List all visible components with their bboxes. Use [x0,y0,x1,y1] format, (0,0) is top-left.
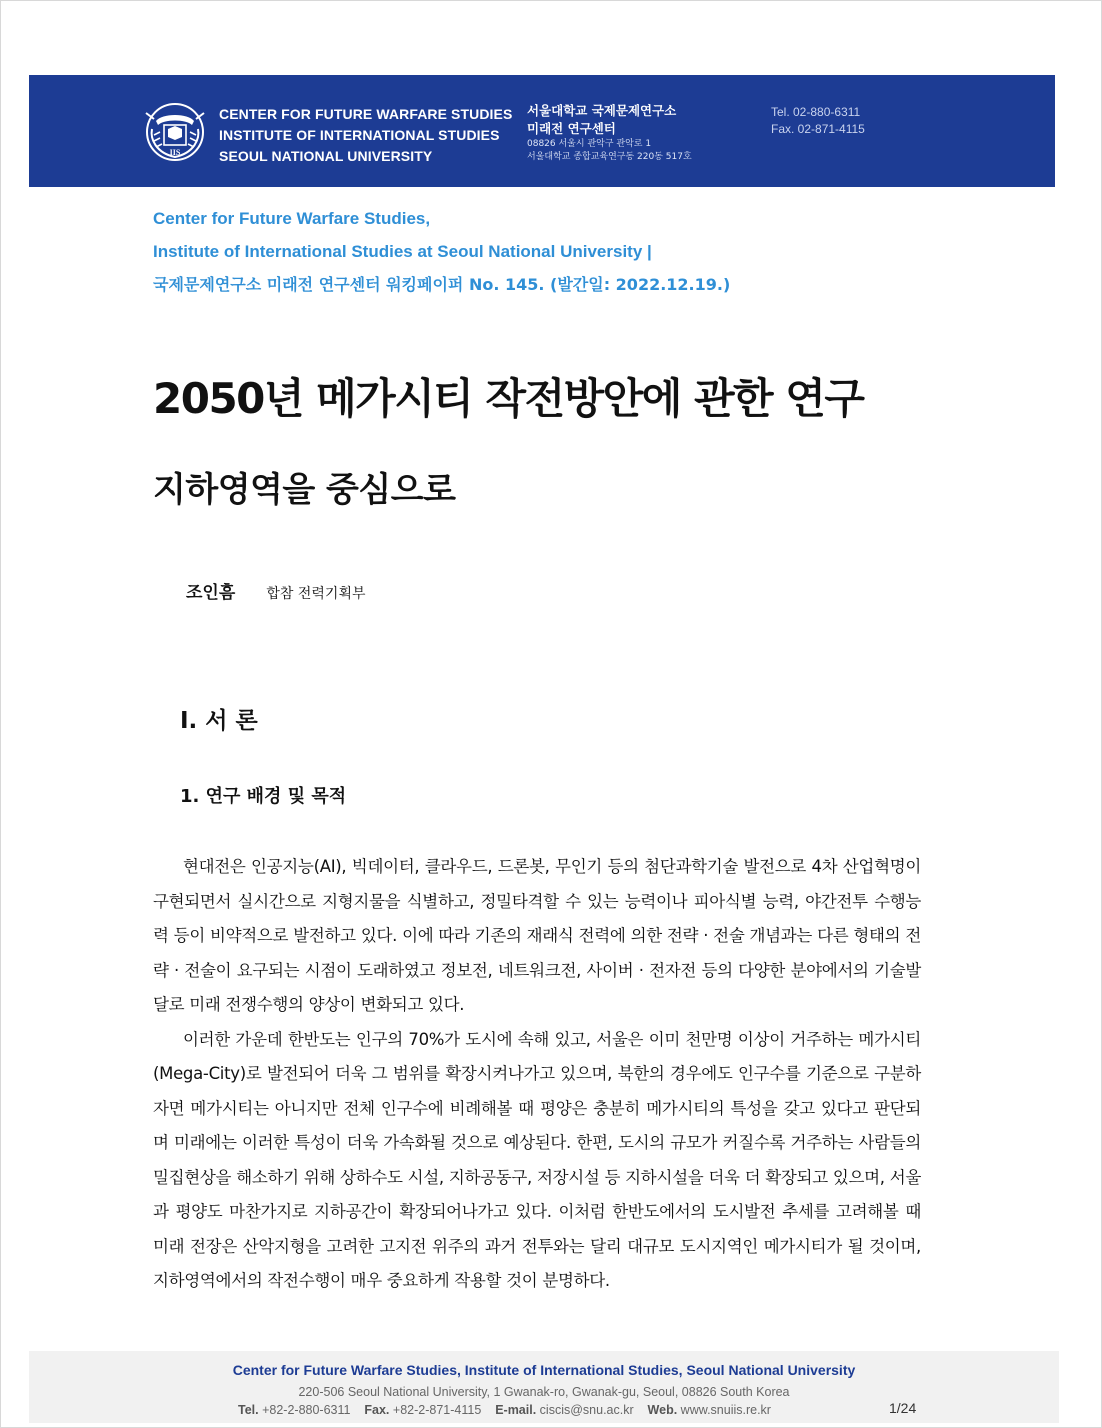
address-ko-line1: 08826 서울시 관악구 관악로 1 [527,139,652,149]
footer-fax: +82-2-871-4115 [392,1403,482,1417]
institute-name-en [219,104,512,167]
footer-web-label: Web. [647,1403,678,1417]
body-paragraph-2: 이러한 가운데 한반도는 인구의 70%가 도시에 속해 있고, 서울은 이미 천만명 이상이 거주하는 메가시티(Mega-City)로 발전되어 더욱 그 범위를 확장시켜나가고 있으며, 북한의 경우에도 인구수를 기준으로 구분하자면 메가시티는 아니지만 전체 인구수에 비례해볼 때 평양은 충분히 메가시티의 특성을 갖고 있다고 판단되며 미래에는 이러한 특성이 더욱 가속화될 것으로 예상된다. 한편, 도시의 규모가 커질수록 거주하는 사람들의 밀집현상을 해소하기 위해 상하수도 시설, 지하공동구, 저장시설 등 지하시설을 더욱 더 확장되고 있으며, 서울과 평양도 마찬가지로 지하공간이 확장되어나가고 있다. 이처럼 한반도에서의 도시발전 추세를 고려해볼 때 미래 전장은 산악지형을 고려한 고지전 위주의 과거 전투와는 달리 대규모 도시지역인 메가시티가 될 것이며, 지하영역에서의 작전수행이 매우 중요하게 작용할 것이 분명하다. [153,1029,921,1290]
institute-name-ko-line1: 서울대학교 국제문제연구소 [527,103,677,118]
header-fax: Fax. 02-871-4115 [771,122,865,136]
paper-subtitle: 지하영역을 중심으로 [153,470,456,510]
section-heading: Ⅰ. 서 론 [180,708,258,734]
institute-name-ko-line2: 미래전 연구센터 [527,121,616,136]
footer-email-label: E-mail. [495,1403,537,1417]
institute-name-en-line2: INSTITUTE OF INTERNATIONAL STUDIES [219,127,500,143]
series-info [153,202,730,301]
author-name: 조인흠 [186,583,236,603]
footer-fax-label: Fax. [364,1403,390,1417]
page-footer [29,1351,1059,1423]
header-band [29,75,1055,187]
institute-name-en-line3: SEOUL NATIONAL UNIVERSITY [219,148,433,164]
body-text [153,850,921,1299]
paper-title: 2050년 메가시티 작전방안에 관한 연구 [153,374,864,423]
header-tel: Tel. 02-880-6311 [771,105,861,119]
series-info-line3: 국제문제연구소 미래전 연구센터 워킹페이퍼 No. 145. (발간일: 2022.12.19.) [153,275,731,294]
author-line [186,578,366,603]
series-info-line2: Institute of International Studies at Seoul National University | [153,242,652,261]
subsection-heading: 1. 연구 배경 및 목적 [180,786,347,807]
footer-tel: +82-2-880-6311 [262,1403,351,1417]
header-contact [771,104,865,138]
emblem-label: IIS [169,148,181,157]
footer-web: www.snuiis.re.kr [680,1403,771,1417]
footer-title: Center for Future Warfare Studies, Institute of International Studies, Seoul National University [232,1362,856,1378]
address-ko-line2: 서울대학교 종합교육연구동 220동 517호 [527,152,692,162]
institute-name-ko [527,102,692,164]
author-affiliation: 합참 전력기획부 [266,586,366,602]
footer-email: ciscis@snu.ac.kr [539,1403,634,1417]
series-info-line1: Center for Future Warfare Studies, [153,209,431,228]
page-number: 1/24 [889,1400,917,1416]
footer-tel-label: Tel. [238,1403,259,1417]
snu-iis-emblem-icon [142,99,208,165]
institute-name-en-line1: CENTER FOR FUTURE WARFARE STUDIES [219,106,513,122]
footer-address: 220-506 Seoul National University, 1 Gwanak-ro, Gwanak-gu, Seoul, 08826 South Korea [298,1385,790,1399]
body-paragraph-1: 현대전은 인공지능(AI), 빅데이터, 클라우드, 드론봇, 무인기 등의 첨단과학기술 발전으로 4차 산업혁명이 구현되면서 실시간으로 지형지물을 식별하고, 정밀타격할 수 있는 능력이나 피아식별 능력, 야간전투 수행능력 등이 비약적으로 발전하고 있다. 이에 따라 기존의 재래식 전력에 의한 전략 · 전술 개념과는 다른 형태의 전략 · 전술이 요구되는 시점이 도래하였고 정보전, 네트워크전, 사이버 · 전자전 등의 다양한 분야에서의 기술발달로 미래 전쟁수행의 양상이 변화되고 있다. [153,857,921,1014]
footer-contact [238,1403,771,1417]
